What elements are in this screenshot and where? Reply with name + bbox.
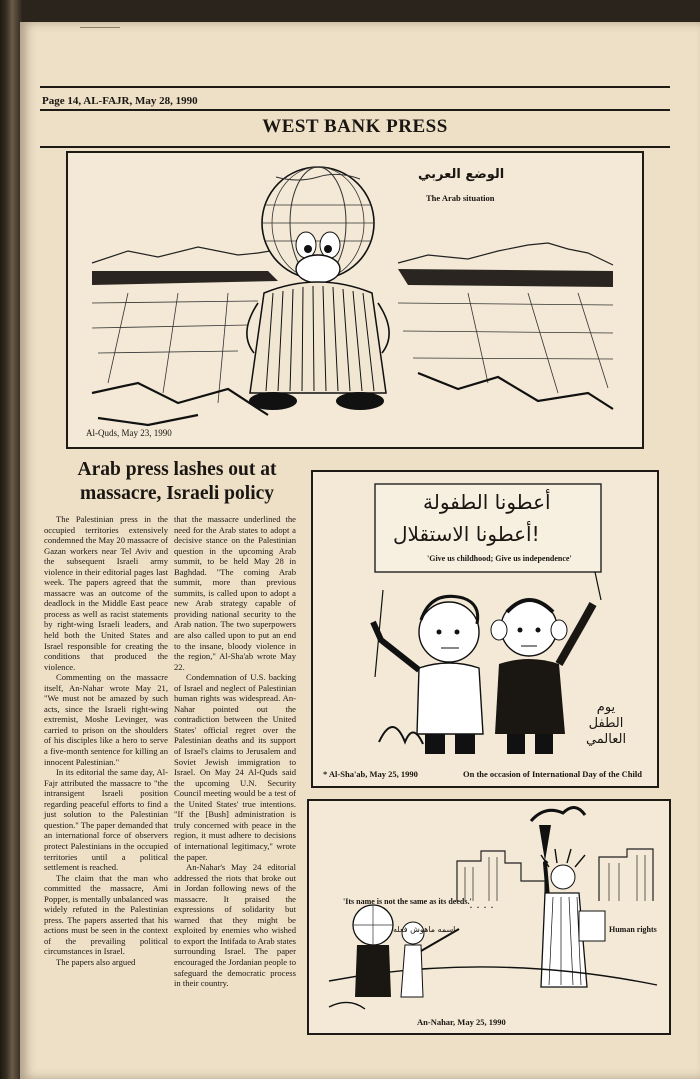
cartoon1-credit: Al-Quds, May 23, 1990 <box>86 428 172 438</box>
cartoon2-arabic-line-2: أعطونا الاستقلال! <box>393 522 540 546</box>
cartoon3-label: Human rights <box>609 925 657 934</box>
page-info: Page 14, AL-FAJR, May 28, 1990 <box>42 95 198 107</box>
cartoon-arab-situation <box>66 151 644 449</box>
cartoon-human-rights <box>307 799 671 1035</box>
section-title: WEST BANK PRESS <box>262 116 448 137</box>
newspaper-page <box>20 22 700 1079</box>
cartoon2-arabic-line-1: أعطونا الطفولة <box>423 490 551 514</box>
article-column-1 <box>44 514 168 968</box>
cartoon3-credit: An-Nahar, May 25, 1990 <box>417 1017 506 1027</box>
header-rule-bottom <box>40 146 670 148</box>
top-mark <box>80 27 120 28</box>
cartoon2-arabic-side: يوم الطفل العالمي <box>585 700 627 747</box>
globe-figure-drawing <box>68 153 642 447</box>
liberty-statue-drawing <box>309 801 669 1033</box>
header-rule-top <box>40 86 670 88</box>
cartoon1-english-title: The Arab situation <box>426 193 495 203</box>
article-column-2 <box>174 514 296 989</box>
cartoon3-quote: 'Its name is not the same as its deeds.' <box>343 897 472 906</box>
col1-para-4: The claim that the man who committed the massacre, Ami Popper, is mentally unbalanced was widely refuted in the Palestinian press. The papers asserted that his actions must be seen in the context of the prevailing political circumstances in Israel. <box>44 872 168 957</box>
col2-para-1: that the massacre underlined the need for the Arab states to adopt a decisive stance on the Palestinian question in the upcoming Arab summit, to be held May 28 in Baghdad. "The coming Arab summit, more than previous summits, is called upon to adopt a new Arab strategy capable of providing national security to the Arab nation. The two superpowers are also called upon to put an end to the insane, bloody violence in the region," Al-Sha'ab wrote May 22. <box>174 514 296 672</box>
col2-para-3: An-Nahar's May 24 editorial addressed the riots that broke out in Jordan following news of the massacre. It praised the expressions of solidarity but warned that they might be exploited by enemies who wished to export the Intifada to Arab states surrounding Israel. The paper encouraged the Jordanian people to safeguard the democratic process in their country. <box>174 862 296 989</box>
header-rule-mid <box>40 109 670 111</box>
col1-para-5: The papers also argued <box>56 956 136 967</box>
cartoon2-credit: * Al-Sha'ab, May 25, 1990 <box>323 769 418 779</box>
col2-para-2: Condemnation of U.S. backing of Israel and neglect of Palestinian human rights was widespread. An-Nahar pointed out the contradiction between the United States' official regret over the Palestinian deaths and its support of Israel's claims to Jerusalem and Soviet Jewish immigration to Israel. On May 24 Al-Quds said the upcoming U.N. Security Council meeting would be a test of the United States' true intentions. "If the [Bush] administration is truly concerned with peace in the region, it must adhere to decisions of international legitimacy," wrote the paper. <box>174 672 296 862</box>
cartoon1-arabic-title: الوضع العربي <box>418 167 505 182</box>
cartoon2-english-banner: 'Give us childhood; Give us independence' <box>427 554 572 563</box>
article-headline: Arab press lashes out at massacre, Israeli policy <box>77 459 277 504</box>
col1-para-1: The Palestinian press in the occupied territories extensively condemned the May 20 massacre of Gazan workers near Tel Aviv and the subsequent Israeli army violence in their editorial pages last week. The papers agreed that the massacre was an outcome of the deadlock in the Middle East peace process as well as racist statements by right-wing Israeli leaders, and held both the United States and Israel responsible for creating the conditions that produced the violence. <box>44 514 168 672</box>
svg-text:· · · ·: · · · · <box>469 900 494 914</box>
cartoon3-arabic-quote: اسمه ماهوش فعله <box>393 925 456 934</box>
cartoon-childhood <box>311 470 659 788</box>
col1-para-3: In its editorial the same day, Al-Fajr attributed the massacre to "the intransigent Israeli position regarding peaceful efforts to find a just solution to the Palestinian question." The paper demanded that an international force of observers protect Palestinians in the occupied territories until a political settlement is reached. <box>44 767 168 873</box>
cartoon2-occasion: On the occasion of International Day of the Child <box>463 769 642 779</box>
col1-para-2: Commenting on the massacre itself, An-Nahar wrote May 21, "We must not be amazed by such acts, since the Israeli right-wing extremist, Moshe Levinger, was carried to prison on the shoulders of his disciples like a hero to serve a five-month sentence for killing an innocent Palestinian." <box>44 672 168 767</box>
book-binding <box>0 0 22 1079</box>
